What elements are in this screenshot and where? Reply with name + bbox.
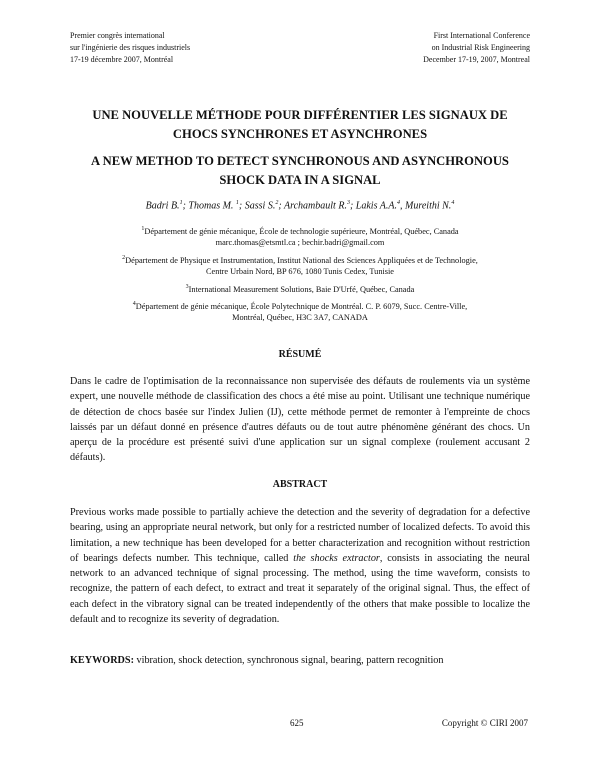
title-english-line: SHOCK DATA IN A SIGNAL [219,173,381,187]
header-right-line: December 17-19, 2007, Montreal [423,55,530,64]
affiliation-4 [70,299,530,324]
header-left-line: sur l'ingénierie des risques industriels [70,43,191,52]
author-sup: 4 [451,200,455,206]
header-right-line: First International Conference [433,31,530,40]
header-left [70,30,190,66]
author-name: Thomas M. [188,200,234,212]
affiliation-sup: 3 [185,284,189,290]
title-french-line: UNE NOUVELLE MÉTHODE POUR DIFFÉRENTIER LES SIGNAUX DE [92,108,508,122]
copyright: Copyright © CIRI 2007 [441,718,528,728]
author-sup: 4 [397,200,401,206]
author-name: Sassi S. [244,200,276,212]
author-name: Mureithi N. [405,200,452,212]
author-sup: 1 [179,200,183,206]
header-right [423,30,530,66]
header-left-line: 17-19 décembre 2007, Montréal [70,55,174,64]
affiliation-line: Département de génie mécanique, École Polytechnique de Montréal. C. P. 6079, Succ. Centre-Ville, [135,301,468,311]
affiliation-sup: 4 [132,301,136,307]
affiliation-email: marc.thomas@etsmtl.ca ; bechir.badri@gmail.com [215,238,385,248]
affiliation-line: Centre Urbain Nord, BP 676, 1080 Tunis Cedex, Tunisie [205,267,394,277]
affiliation-1 [70,224,530,249]
abstract-italic-term: the shocks extractor [293,552,380,564]
header-right-line: on Industrial Risk Engineering [431,43,530,52]
author-name: Badri B. [145,200,180,212]
abstract-paragraph [70,505,530,627]
page-number: 625 [290,718,304,728]
author-name: Archambault R. [283,200,347,212]
affiliation-line: Département de Physique et Instrumentation, Institut National des Sciences Appliquées et de Technologie, [125,255,478,265]
title-french [70,106,530,144]
title-english [70,152,530,190]
author-sup: 2 [275,200,279,206]
affiliation-line: Montréal, Québec, H3C 3A7, CANADA [232,313,368,323]
abstract-text: Previous works made possible to partially achieve the detection and the severity of degradation for a defective bearing, using an appropriate neural network, but only for a restricted number of localized defects. To avoid this limitation, a new technique has been developed for a better characterization and recognition without restriction of bearings defects number. This technique, called [70,507,530,564]
header-left-line: Premier congrès international [70,31,165,40]
affiliation-3 [70,282,530,295]
resume-paragraph: Dans le cadre de l'optimisation de la reconnaissance non supervisée des défauts de roulements via un système expert, une nouvelle méthode de classification des chocs a été mise au point. Utilisant une technique numérique de détection de chocs basée sur l'index Julien (IJ), cette méthode permet de remonter à l'empreinte de chocs laissés par un défaut donné en présence d'autres défauts ou de tout autre phénomène générant des chocs. Un aperçu de la procédure est présenté suivi d'une application sur un signal complexe (roulement accusant 2 défauts). [70,376,530,464]
author-list: Badri B.$^1$; Thomas M. $^1$; Sassi S.$^2$; Archambault R.$^3$; Lakis A.A.$^4$, Mureithi N.$^4$ [145,200,455,212]
affiliation-sup: 2 [122,255,126,261]
affiliation-sup: 1 [141,226,145,232]
affiliation-2 [70,253,530,278]
title-french-line: CHOCS SYNCHRONES ET ASYNCHRONES [172,127,428,141]
abstract-heading: ABSTRACT [272,479,328,490]
keywords [70,655,530,666]
keywords-text: vibration, shock detection, synchronous signal, bearing, pattern recognition [133,655,444,666]
affiliation-line: Département de génie mécanique, École de technologie supérieure, Montréal, Québec, Canada [144,226,459,236]
author-sup: 3 [346,200,350,206]
title-english-line: A NEW METHOD TO DETECT SYNCHRONOUS AND ASYNCHRONOUS [91,154,509,168]
author-sup: 1 [235,200,239,206]
author-name: Lakis A.A. [355,200,398,212]
resume-heading: RÉSUMÉ [278,349,322,360]
affiliation-line: International Measurement Solutions, Baie D'Urfé, Québec, Canada [188,284,415,294]
abstract-text: , consists in associating the neural network to an advanced technique of signal processing. The method, using the time waveform, consists to recognize, the pattern of each defect, to extract and treat it separately of the original signal. Thus, the effect of each defect in the vibratory signal can be treated independently of the others that make possible to localize the default and to recognize its severity of degradation. [70,552,531,626]
keywords-label: KEYWORDS: [70,655,134,666]
